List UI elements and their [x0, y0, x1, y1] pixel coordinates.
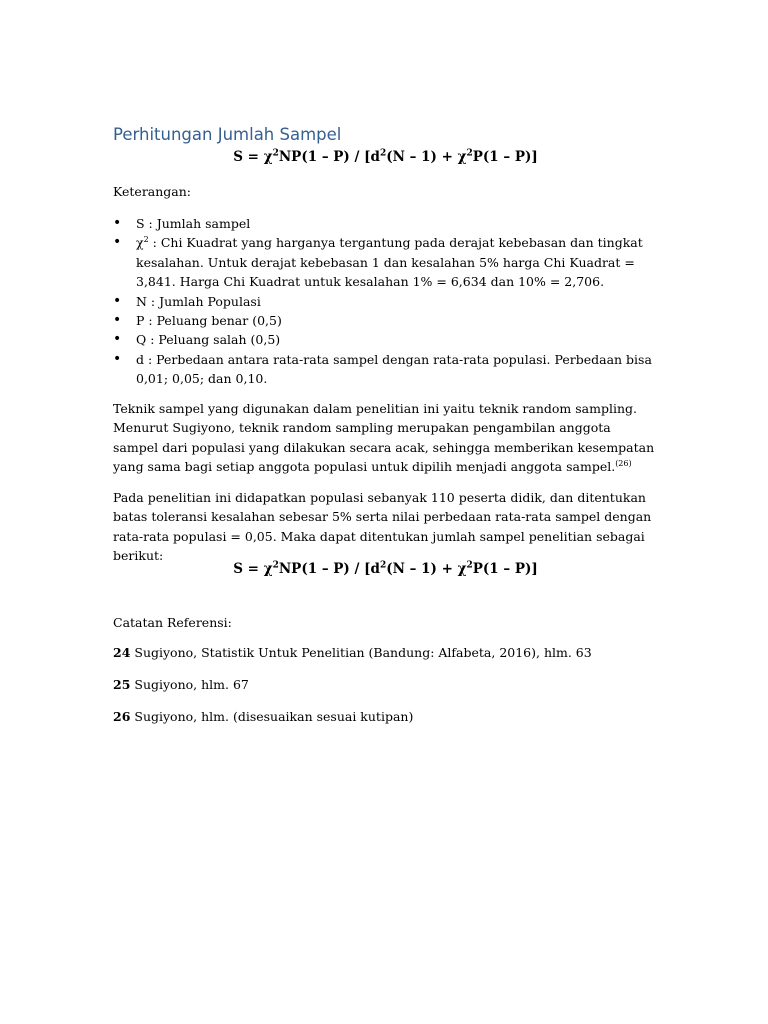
- reference-number: 24: [113, 645, 131, 660]
- formula-exponent: 2: [272, 560, 279, 571]
- reference-text: Sugiyono, hlm. 67: [130, 677, 249, 692]
- section-heading: Perhitungan Jumlah Sampel: [113, 125, 342, 144]
- reference-text: Sugiyono, Statistik Untuk Penelitian (Bandung: Alfabeta, 2016), hlm. 63: [130, 645, 592, 660]
- keterangan-label: Keterangan:: [113, 184, 192, 199]
- chi-description: : Chi Kuadrat yang harganya tergantung pada derajat kebebasan dan tingkat kesalahan. Untuk derajat kebebasan 1 dan kesalahan 5% harga Chi Kuadrat = 3,841. Harga Chi Kuadrat untuk kesalahan 1% = 6,634 dan 10% = 2,706.: [136, 235, 643, 290]
- formula-part: P(1 – P)]: [472, 149, 538, 165]
- reference-item: [113, 645, 592, 660]
- formula-part: S = χ: [233, 561, 273, 577]
- list-item-q: • Q : Peluang salah (0,5): [113, 330, 658, 349]
- reference-number: 25: [113, 677, 131, 692]
- formula-exponent: 2: [379, 148, 387, 159]
- formula-part: (N – 1) + χ: [386, 149, 467, 165]
- list-item-s: • S : Jumlah sampel: [113, 214, 658, 233]
- formula-exponent: 2: [272, 148, 279, 159]
- list-item-chi: [113, 233, 658, 291]
- list-item-n: • N : Jumlah Populasi: [113, 292, 658, 311]
- reference-item: [113, 677, 249, 692]
- citation-marker: (26): [615, 459, 632, 469]
- chi-symbol: χ: [136, 235, 144, 251]
- formula-exponent: 2: [466, 148, 473, 159]
- paragraph-population: Pada penelitian ini didapatkan populasi sebanyak 110 peserta didik, dan ditentukan batas toleransi kesalahan sebesar 5% serta nilai perbedaan rata-rata sampel dengan rata-rata populasi = 0,05. Maka dapat ditentukan jumlah sampel penelitian sebagai berikut:: [113, 490, 652, 564]
- formula-part: (N – 1) + χ: [386, 561, 467, 577]
- formula-part: NP(1 – P) / [d: [278, 149, 380, 165]
- reference-item: [113, 709, 413, 724]
- reference-number: 26: [113, 709, 131, 724]
- list-item-p: • P : Peluang benar (0,5): [113, 311, 658, 330]
- formula-part: P(1 – P)]: [472, 561, 538, 577]
- chi-exponent: 2: [143, 235, 149, 245]
- sample-size-formula-repeat: [113, 561, 658, 577]
- formula-exponent: 2: [379, 560, 387, 571]
- formula-part: S = χ: [233, 149, 273, 165]
- formula-part: NP(1 – P) / [d: [278, 561, 380, 577]
- catatan-label: Catatan Referensi:: [113, 615, 232, 630]
- paragraph-text: Teknik sampel yang digunakan dalam penelitian ini yaitu teknik random sampling. Menurut Sugiyono, teknik random sampling merupakan pengambilan anggota sampel dari populasi yang dilakukan secara acak, sehingga memberikan kesempatan yang sama bagi setiap anggota populasi untuk dipilih menjadi anggota sampel.: [113, 401, 655, 475]
- definitions-list: [113, 214, 658, 389]
- list-item-d: • d : Perbedaan antara rata-rata sampel dengan rata-rata populasi. Perbedaan bisa 0,01; 0,05; dan 0,10.: [113, 350, 658, 389]
- sample-size-formula: [113, 149, 658, 165]
- paragraph-sampling-technique: [113, 399, 658, 477]
- formula-exponent: 2: [466, 560, 473, 571]
- reference-text: Sugiyono, hlm. (disesuaikan sesuai kutipan): [130, 709, 414, 724]
